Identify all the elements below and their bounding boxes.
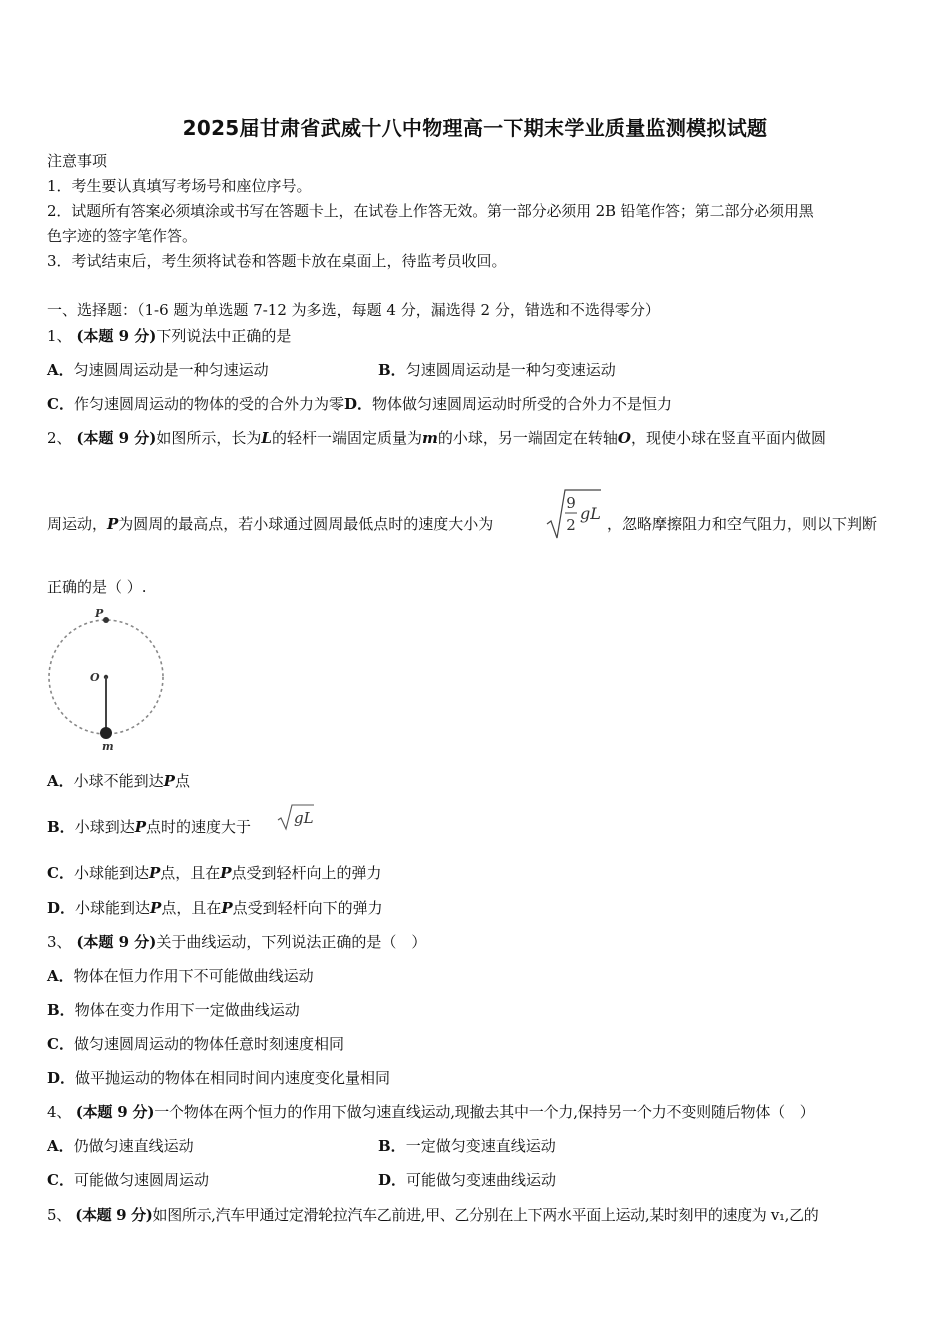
q3-option-c (47, 1033, 344, 1055)
q2-c-label: C． (47, 864, 74, 882)
q3-c-label: C． (47, 1035, 74, 1053)
q2-b-sqrt-var: gL (294, 809, 314, 827)
q2-stem-line-1 (47, 427, 826, 449)
q4-d-label: D． (378, 1171, 407, 1189)
page-title: 2025届甘肃省武威十八中物理高一下期末学业质量监测模拟试题 (182, 116, 768, 140)
q1-a-text: 匀速圆周运动是一种匀速运动 (73, 361, 269, 379)
q3-score: (本题 9 分) (76, 933, 157, 951)
label-o: O (90, 671, 100, 684)
q2-a-label: A． (47, 772, 74, 790)
q2-number: 2、 (47, 429, 72, 447)
q4-d-text: 可能做匀变速曲线运动 (406, 1171, 557, 1189)
q2-text-2a: 周运动， (47, 515, 108, 533)
q2-text-1b: 的轻杆一端固定质量为 (271, 429, 422, 447)
q5-text: 如图所示,汽车甲通过定滑轮拉汽车乙前进,甲、乙分别在上下两水平面上运动,某时刻甲的速度为 v₁,乙的 (152, 1206, 819, 1224)
q1-c-text: 作匀速圆周运动的物体的受的合外力为零 (73, 395, 344, 413)
q4-option-a (47, 1135, 194, 1157)
q4-a-label: A． (47, 1137, 74, 1155)
q2-sqrt-denominator: 2 (566, 516, 576, 534)
q3-b-label: B． (47, 1001, 75, 1019)
q5-number: 5、 (47, 1206, 71, 1224)
q1-d-text: 物体做匀速圆周运动时所受的合外力不是恒力 (371, 395, 672, 413)
q5-stem (47, 1204, 818, 1226)
q2-b-text-1: 小球到达 (74, 818, 135, 836)
ball-m (100, 727, 112, 739)
q2-a-text-2: 点 (174, 772, 190, 790)
q2-var-o: O (617, 429, 631, 447)
q4-option-c (47, 1169, 209, 1191)
q2-option-a (47, 770, 190, 792)
q2-b-text-2: 点时的速度大于 (145, 818, 251, 836)
q1-stem (47, 325, 291, 347)
q3-d-label: D． (47, 1069, 76, 1087)
notice-heading: 注意事项 (47, 152, 108, 170)
q2-b-var-p: P (134, 818, 146, 836)
label-m: m (102, 740, 114, 753)
q2-b-sqrt-gl (276, 802, 316, 832)
q2-a-text-1: 小球不能到达 (73, 772, 164, 790)
q2-stem-line-2-cont: ，忽略摩擦阻力和空气阻力，则以下判断 (607, 515, 878, 533)
q2-var-p: P (107, 515, 119, 533)
label-p: P (95, 607, 104, 620)
q2-text-1d: ，现使小球在竖直平面内做圆 (630, 429, 826, 447)
section-heading: 一、选择题：（1-6 题为单选题 7-12 为多选，每题 4 分，漏选得 2 分，错选和不选得零分） (47, 301, 660, 319)
q2-d-text-1: 小球能到达 (75, 899, 151, 917)
q3-a-text: 物体在恒力作用下不可能做曲线运动 (73, 967, 314, 985)
q2-text-2b: 为圆周的最高点，若小球通过圆周最低点时的速度大小为 (118, 515, 494, 533)
q1-option-c (47, 393, 672, 415)
q2-c-var-p1: P (148, 864, 161, 882)
q2-c-text-1: 小球能到达 (73, 864, 149, 882)
q1-d-label: D． (343, 395, 372, 413)
q4-c-label: C． (47, 1171, 74, 1189)
q4-number: 4、 (47, 1103, 72, 1121)
q2-sqrt-numerator: 9 (566, 494, 576, 512)
q1-b-label: B． (378, 361, 406, 379)
notice-item-1: 1．考生要认真填写考场号和座位序号。 (47, 177, 312, 195)
notice-item-2-cont: 色字迹的签字笔作答。 (47, 227, 198, 245)
q2-d-text-3: 点受到轻杆向下的弹力 (232, 899, 383, 917)
q2-stem-line-3: 正确的是（ ）. (47, 578, 147, 596)
q2-text-1c: 的小球，另一端固定在转轴 (437, 429, 618, 447)
q3-b-text: 物体在变力作用下一定做曲线运动 (74, 1001, 300, 1019)
q2-c-text-3: 点受到轻杆向上的弹力 (231, 864, 382, 882)
q2-var-m: m (421, 429, 438, 447)
q4-b-text: 一定做匀变速直线运动 (405, 1137, 556, 1155)
q2-b-label: B． (47, 818, 75, 836)
point-p (103, 617, 109, 623)
q2-speed-formula (545, 486, 605, 544)
q4-stem (47, 1101, 815, 1123)
q1-text: 下列说法中正确的是 (156, 327, 292, 345)
q4-option-d (378, 1169, 556, 1191)
q4-b-label: B． (378, 1137, 406, 1155)
q2-option-b (47, 816, 251, 838)
q2-sqrt-var: gL (580, 504, 601, 523)
q1-a-label: A． (47, 361, 74, 379)
q2-d-label: D． (47, 899, 76, 917)
q3-text: 关于曲线运动，下列说法正确的是（ ） (156, 933, 427, 951)
q2-stem-line-2 (47, 513, 493, 535)
q3-stem (47, 931, 426, 953)
q3-option-a (47, 965, 314, 987)
q2-var-l: L (261, 429, 272, 447)
q2-c-var-p2: P (220, 864, 232, 882)
q3-d-text: 做平抛运动的物体在相同时间内速度变化量相同 (75, 1069, 391, 1087)
q3-c-text: 做匀速圆周运动的物体任意时刻速度相同 (73, 1035, 344, 1053)
q2-option-c (47, 862, 382, 884)
q4-score: (本题 9 分) (75, 1103, 155, 1121)
q1-option-b (378, 359, 616, 381)
q1-c-label: C． (47, 395, 74, 413)
q2-d-text-2: 点，且在 (161, 899, 222, 917)
q3-number: 3、 (47, 933, 72, 951)
q5-score: (本题 9 分) (75, 1206, 153, 1224)
q2-c-text-2: 点，且在 (160, 864, 221, 882)
q2-a-var-p: P (163, 772, 175, 790)
q4-option-b (378, 1135, 556, 1157)
q2-score: (本题 9 分) (76, 429, 157, 447)
q2-d-var-p1: P (150, 899, 162, 917)
q2-d-var-p2: P (221, 899, 233, 917)
q4-c-text: 可能做匀速圆周运动 (73, 1171, 209, 1189)
q1-b-text: 匀速圆周运动是一种匀变速运动 (405, 361, 616, 379)
q2-option-d (47, 897, 383, 919)
q1-score: (本题 9 分) (76, 327, 157, 345)
q1-number: 1、 (47, 327, 72, 345)
q2-text-1a: 如图所示，长为 (156, 429, 262, 447)
q3-a-label: A． (47, 967, 74, 985)
q4-text: 一个物体在两个恒力的作用下做匀速直线运动,现撤去其中一个力,保持另一个力不变则随后物体（ ） (154, 1103, 815, 1121)
notice-item-2: 2．试题所有答案必须填涂或书写在答题卡上，在试卷上作答无效。第一部分必须用 2B 铅笔作答；第二部分必须用黑 (47, 202, 814, 220)
q4-a-text: 仍做匀速直线运动 (73, 1137, 194, 1155)
q1-option-a (47, 359, 269, 381)
q3-option-d (47, 1067, 390, 1089)
q2-circle-figure (40, 605, 172, 755)
q3-option-b (47, 999, 300, 1021)
notice-item-3: 3．考试结束后，考生须将试卷和答题卡放在桌面上，待监考员收回。 (47, 252, 507, 270)
